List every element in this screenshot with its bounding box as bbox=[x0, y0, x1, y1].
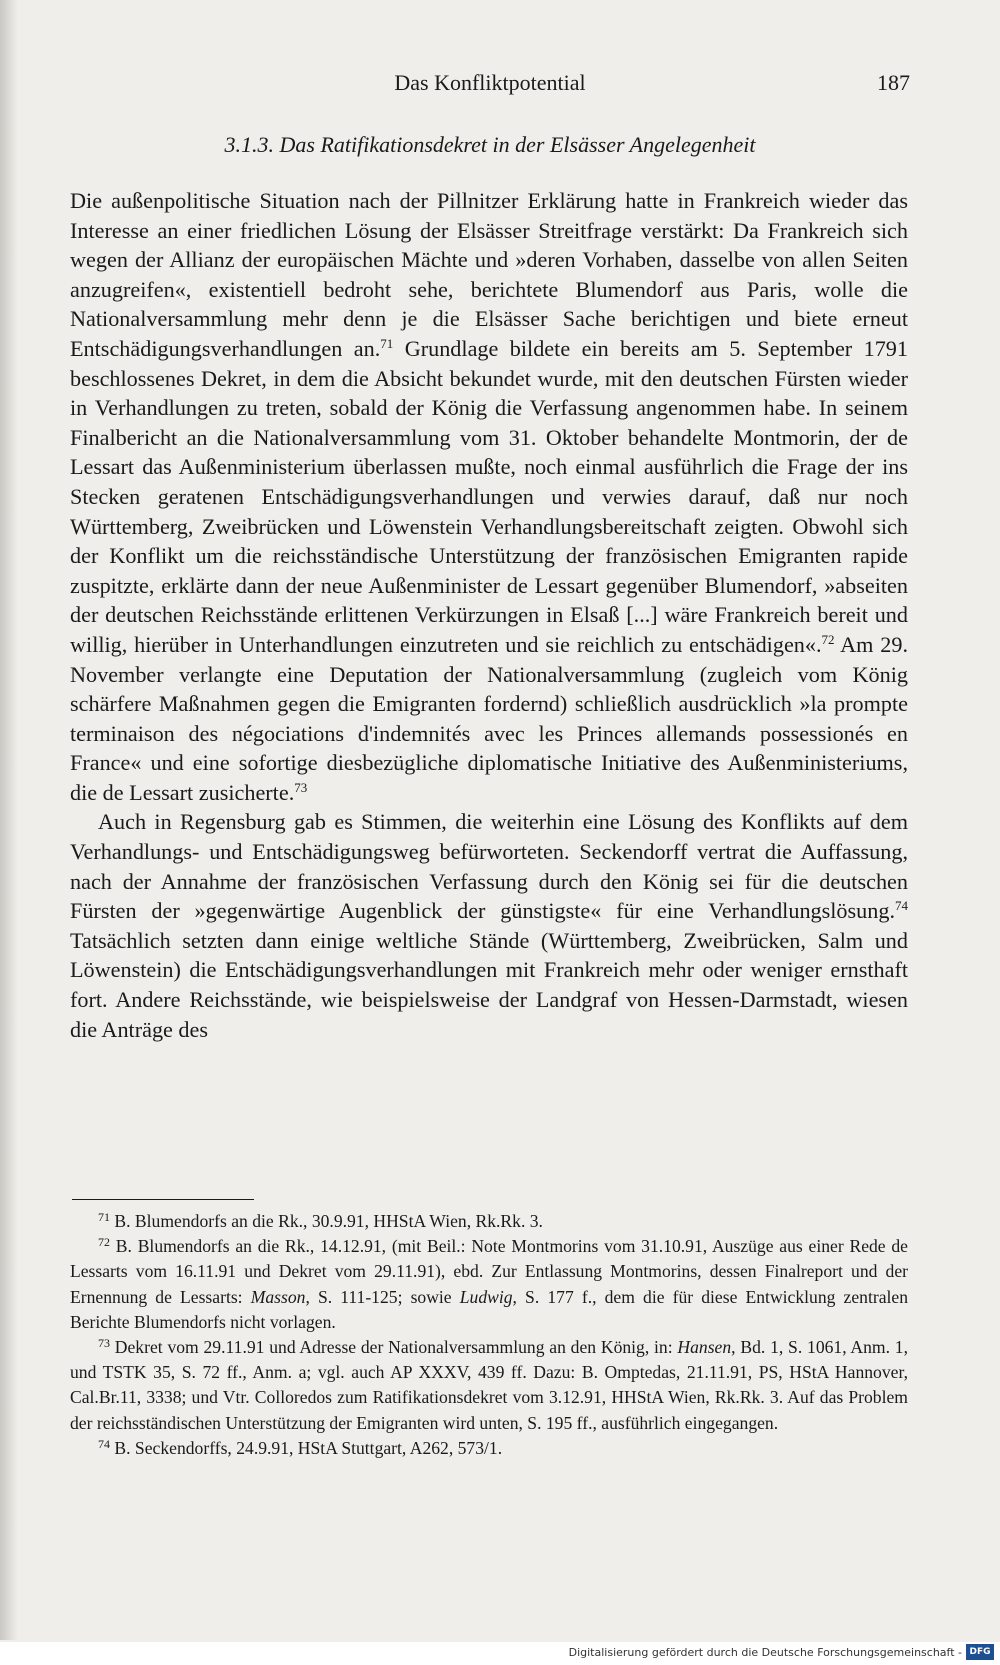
footnote-divider bbox=[72, 1199, 254, 1200]
footnote-text: , S. 111-125; sowie bbox=[305, 1286, 460, 1307]
footnote-number: 72 bbox=[98, 1235, 110, 1250]
footnotes bbox=[70, 1209, 908, 1461]
paragraph-2-text-b: Tatsächlich setzten dann einige weltliche Stände (Württemberg, Zweibrücken, Salm und Löwenstein) die Entschädigungsverhandlungen mit Frankreich mehr oder weniger ernsthaft fort. Andere Reichsstände, wie beispielsweise der Landgraf von Hessen-Darmstadt, wiesen die Anträge des bbox=[70, 927, 908, 1042]
footnote-text: B. Seckendorffs, 24.9.91, HStA Stuttgart, A262, 573/1. bbox=[110, 1437, 503, 1458]
footnote-ref-72[interactable]: 72 bbox=[821, 631, 835, 647]
author-reference: Hansen bbox=[677, 1337, 732, 1358]
paragraph-2 bbox=[70, 807, 908, 1044]
footnote-73 bbox=[70, 1335, 908, 1436]
footnote-number: 71 bbox=[98, 1210, 110, 1224]
footnote-ref-73[interactable]: 73 bbox=[294, 779, 308, 795]
page-edge-shadow bbox=[0, 0, 18, 1640]
funding-credit: Digitalisierung gefördert durch die Deutsche Forschungsgemeinschaft - bbox=[568, 1646, 962, 1659]
footnote-text: B. Blumendorfs an die Rk., 30.9.91, HHStA Wien, Rk.Rk. 3. bbox=[110, 1211, 543, 1231]
footnote-text: , S. 177 f., dem die für diese Entwicklung zentralen Berichte Blumendorfs nicht vorlagen. bbox=[70, 1286, 908, 1332]
footnote-ref-71[interactable]: 71 bbox=[380, 335, 394, 351]
paragraph-1-text-a: Die außenpolitische Situation nach der Pillnitzer Erklärung hatte in Frankreich wieder das Interesse an einer friedlichen Lösung der Elsässer Streitfrage verstärkt: Da Frankreich sich wegen der Allianz der europäischen Mächte und »deren Vorhaben, dasselbe von allen Seiten anzugreifen«, existentiell bedroht sehe, berichtete Blumendorf aus Paris, wolle die Nationalversammlung mehr denn je die Elsässer Sache berichtigen und biete erneut Entschädigungsverhandlungen an. bbox=[70, 188, 908, 361]
footnote-text: Dekret vom 29.11.91 und Adresse der Nationalversammlung an den König, in: bbox=[110, 1337, 678, 1358]
paragraph-1-text-c: Am 29. November verlangte eine Deputation der Nationalversammlung (zugleich vom König schärfere Maßnahmen gegen die Emigranten fordernd) schließlich ausdrücklich »la prompte terminaison des négociations d'indemnités avec les Princes allemands possessionés en France« und eine sofortige diesbezügliche diplomatische Initiative des Außenministeriums, die de Lessart zusicherte. bbox=[70, 631, 908, 805]
paragraph-1-text-b: Grundlage bildete ein bereits am 5. September 1791 beschlossenes Dekret, in dem die Absicht bekundet wurde, mit den deutschen Fürsten wieder in Verhandlungen zu treten, sobald der König die Verfassung angenommen habe. In seinem Finalbericht an die Nationalversammlung vom 31. Oktober behandelte Montmorin, der de Lessart das Außenministerium überlassen mußte, noch einmal ausführlich die Frage der ins Stecken geratenen Entschädigungsverhandlungen und verwies darauf, daß nur noch Württemberg, Zweibrücken und Löwenstein Verhandlungsbereitschaft zeigten. Obwohl sich der Konflikt um die reichsständische Unterstützung der französischen Emigranten rapide zuspitzte, erklärte dann der neue Außenminister de Lessart gegenüber Blumendorf, »abseiten der deutschen Reichsstände erlittenen Verkürzungen in Elsaß [...] wäre Frankreich bereit und willig, hierüber in Unterhandlungen einzutreten und sie reichlich zu entschädigen«. bbox=[70, 335, 908, 657]
footnote-number: 74 bbox=[98, 1436, 110, 1451]
running-title: Das Konfliktpotential bbox=[394, 70, 586, 95]
dfg-logo: DFG bbox=[966, 1644, 994, 1660]
section-heading: 3.1.3. Das Ratifikationsdekret in der Elsässer Angelegenheit bbox=[224, 132, 756, 157]
footnote-71 bbox=[70, 1209, 908, 1234]
author-reference: Masson bbox=[250, 1286, 306, 1307]
body-text bbox=[70, 186, 908, 1044]
footnote-72 bbox=[70, 1234, 908, 1335]
author-reference: Ludwig bbox=[459, 1286, 513, 1307]
footnote-74 bbox=[70, 1436, 908, 1461]
footnote-ref-74[interactable]: 74 bbox=[895, 898, 908, 914]
footnote-text: B. Blumendorfs an die Rk., 14.12.91, (mit Beil.: Note Montmorins vom 31.10.91, Auszüge aus einer Rede de Lessarts vom 16.11.91 und Dekret vom 29.11.91), ebd. Zur Entlassung Montmorins, dessen Finalreport und der Ernennung de Lessarts: bbox=[70, 1236, 908, 1307]
paragraph-2-text-a: Auch in Regensburg gab es Stimmen, die weiterhin eine Lösung des Konflikts auf dem Verhandlungs- und Entschädigungsweg befürworteten. Seckendorff vertrat die Auffassung, nach der Annahme der französischen Verfassung durch den König sei für die deutschen Fürsten der »gegenwärtige Augenblick der günstigste« für eine Verhandlungslösung. bbox=[70, 809, 908, 924]
page-number: 187 bbox=[877, 70, 910, 95]
paragraph-1 bbox=[70, 186, 908, 807]
footnote-number: 73 bbox=[98, 1336, 110, 1351]
footnote-text: , Bd. 1, S. 1061, Anm. 1, und TSTK 35, S. 72 ff., Anm. a; vgl. auch AP XXXV, 439 ff. Dazu: B. Omptedas, 21.11.91, PS, HStA Hannover, Cal.Br.11, 3338; und Vtr. Colloredos zum Ratifikationsdekret vom 3.12.91, HHStA Wien, Rk.Rk. 3. Auf das Problem der reichsständischen Unterstützung der Emigranten wird unten, S. 195 ff., ausführlich eingegangen. bbox=[70, 1337, 908, 1433]
page-header bbox=[70, 66, 910, 100]
